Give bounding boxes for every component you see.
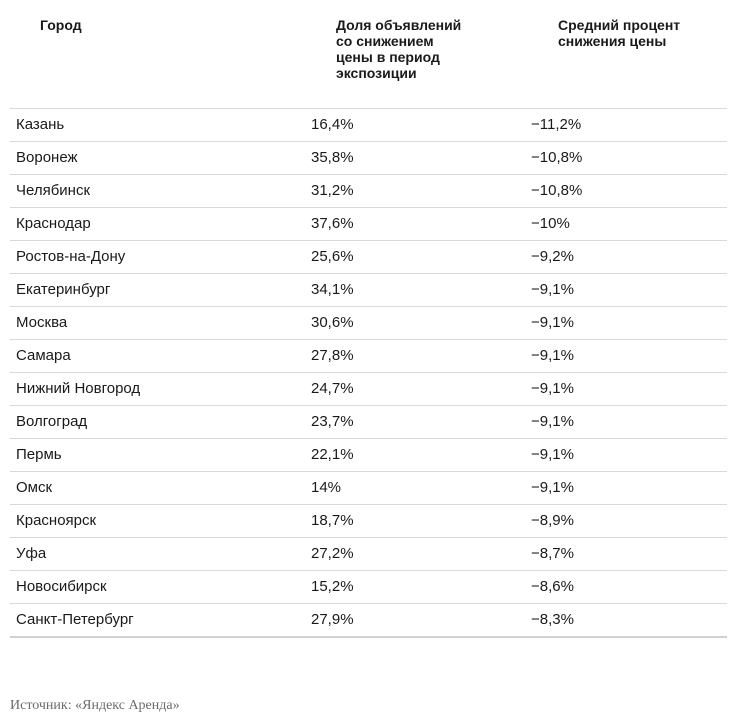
- city-cell: Новосибирск: [16, 578, 107, 595]
- share-cell: 27,2%: [311, 545, 354, 562]
- table-row: [10, 340, 727, 373]
- city-cell: Омск: [16, 479, 53, 496]
- share-cell: 23,7%: [311, 413, 354, 430]
- drop-cell: −9,1%: [531, 314, 574, 331]
- share-cell: 22,1%: [311, 446, 354, 463]
- share-cell: 15,2%: [311, 578, 354, 595]
- city-cell: Воронеж: [16, 149, 78, 166]
- city-cell: Красноярск: [16, 512, 97, 529]
- drop-cell: −10,8%: [531, 149, 583, 166]
- share-cell: 25,6%: [311, 248, 354, 265]
- table-row: [10, 307, 727, 340]
- table-header: [10, 0, 727, 109]
- city-cell: Самара: [16, 347, 71, 364]
- share-cell: 34,1%: [311, 281, 354, 298]
- city-cell: Нижний Новгород: [16, 380, 141, 397]
- source-note: Источник: «Яндекс Аренда»: [10, 698, 180, 713]
- table-body: [10, 109, 727, 638]
- share-cell: 31,2%: [311, 182, 354, 199]
- city-cell: Санкт-Петербург: [16, 611, 134, 628]
- city-cell: Казань: [16, 116, 65, 133]
- city-cell: Пермь: [16, 446, 62, 463]
- table-row: [10, 538, 727, 571]
- table-row: [10, 274, 727, 307]
- city-cell: Москва: [16, 314, 68, 331]
- city-cell: Уфа: [16, 545, 47, 562]
- share-cell: 18,7%: [311, 512, 354, 529]
- drop-cell: −9,1%: [531, 479, 574, 496]
- table-row: [10, 505, 727, 538]
- share-cell: 24,7%: [311, 380, 354, 397]
- city-cell: Краснодар: [16, 215, 91, 232]
- city-cell: Екатеринбург: [16, 281, 111, 298]
- table-row: [10, 373, 727, 406]
- drop-cell: −8,7%: [531, 545, 574, 562]
- table-row: [10, 406, 727, 439]
- drop-cell: −10%: [531, 215, 570, 232]
- table-row: [10, 142, 727, 175]
- city-cell: Волгоград: [16, 413, 88, 430]
- drop-cell: −8,6%: [531, 578, 574, 595]
- table-row: [10, 472, 727, 505]
- drop-cell: −9,1%: [531, 281, 574, 298]
- header-average-drop: Средний процент снижения цены: [558, 17, 681, 49]
- share-cell: 14%: [311, 479, 342, 496]
- drop-cell: −8,9%: [531, 512, 574, 529]
- drop-cell: −8,3%: [531, 611, 574, 628]
- city-cell: Челябинск: [16, 182, 91, 199]
- price-drop-table: [10, 0, 727, 638]
- share-cell: 16,4%: [311, 116, 354, 133]
- table-row: [10, 604, 727, 638]
- table-row: [10, 571, 727, 604]
- header-share-with-price-drop: Доля объявлений со снижением цены в период экспозиции: [336, 17, 462, 81]
- drop-cell: −10,8%: [531, 182, 583, 199]
- table-row: [10, 241, 727, 274]
- drop-cell: −9,1%: [531, 347, 574, 364]
- drop-cell: −9,1%: [531, 380, 574, 397]
- table-row: [10, 175, 727, 208]
- share-cell: 35,8%: [311, 149, 354, 166]
- share-cell: 27,9%: [311, 611, 354, 628]
- drop-cell: −9,2%: [531, 248, 574, 265]
- share-cell: 37,6%: [311, 215, 354, 232]
- table-row: [10, 109, 727, 142]
- table-row: [10, 439, 727, 472]
- city-cell: Ростов-на-Дону: [16, 248, 126, 265]
- share-cell: 27,8%: [311, 347, 354, 364]
- drop-cell: −9,1%: [531, 413, 574, 430]
- drop-cell: −9,1%: [531, 446, 574, 463]
- drop-cell: −11,2%: [531, 116, 582, 133]
- share-cell: 30,6%: [311, 314, 354, 331]
- table-row: [10, 208, 727, 241]
- header-city: Город: [40, 17, 82, 33]
